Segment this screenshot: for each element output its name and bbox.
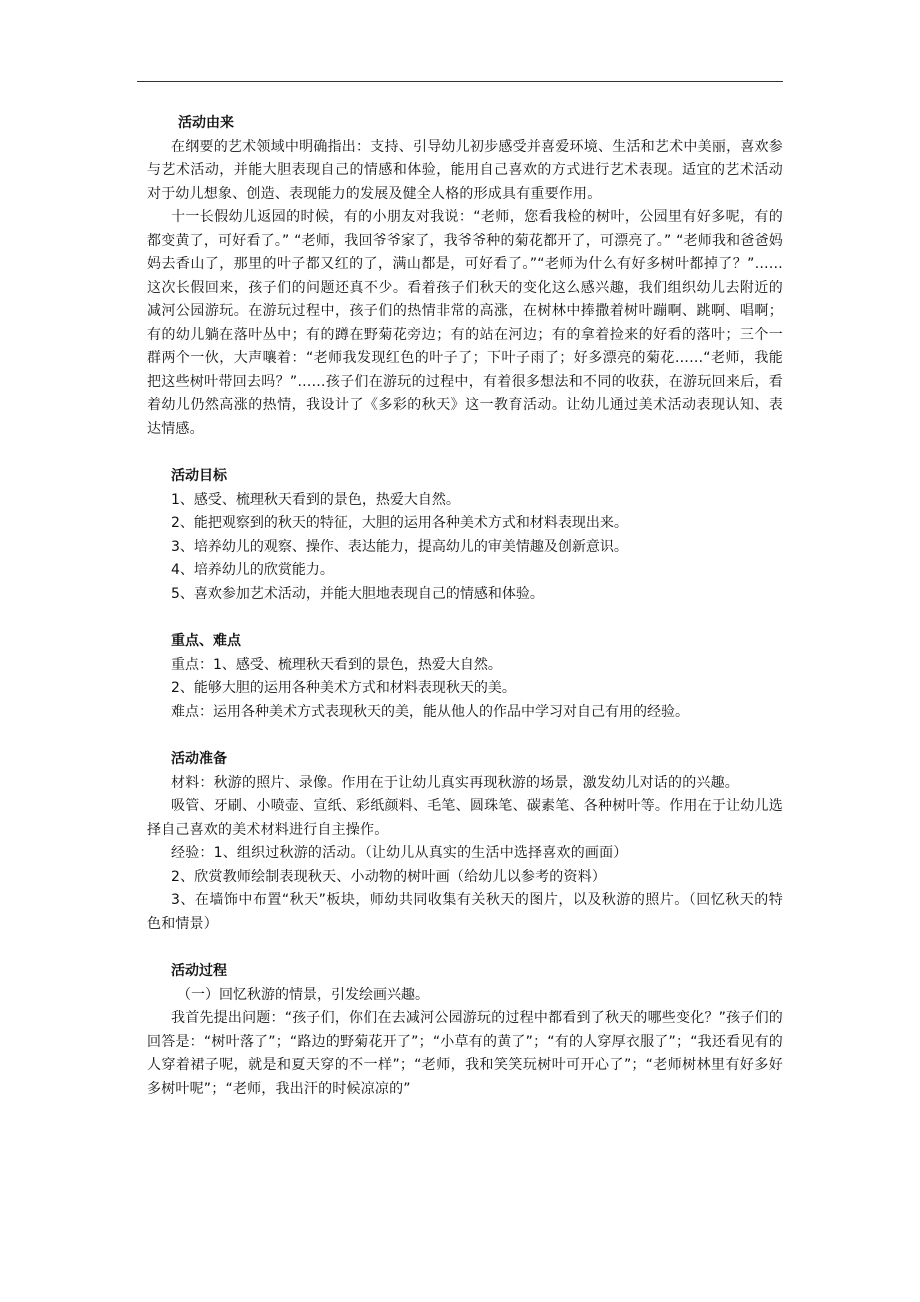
section-heading: 活动由来	[178, 115, 234, 131]
list-item: 难点：运用各种美术方式表现秋天的美，能从他人的作品中学习对自己有用的经验。	[171, 703, 689, 720]
list-item: 2、能把观察到的秋天的特征，大胆的运用各种美术方式和材料表现出来。	[171, 515, 628, 531]
list-item: 3、培养幼儿的观察、操作、表达能力，提高幼儿的审美情趣及创新意识。	[171, 538, 628, 555]
header-rule	[137, 81, 783, 82]
list-item: 重点：1、感受、梳理秋天看到的景色，热爱大自然。	[171, 656, 502, 673]
paragraph: 2、欣赏教师绘制表现秋天、小动物的树叶画（给幼儿以参考的资料）	[171, 868, 607, 885]
section-heading: 重点、难点	[171, 633, 241, 649]
section-key-points	[147, 630, 783, 724]
paragraph: 经验：1、组织过秋游的活动。（让幼儿从真实的生活中选择喜欢的画面）	[171, 845, 628, 861]
section-heading: 活动准备	[171, 751, 227, 767]
section-origin	[147, 112, 783, 441]
section-goals	[147, 465, 783, 606]
document-body	[147, 112, 783, 1101]
section-preparation	[147, 748, 783, 936]
paragraph: 在纲要的艺术领域中明确指出：支持、引导幼儿初步感受并喜爱环境、生活和艺术中美丽，喜欢参与艺术活动，并能大胆表现自己的情感和体验，能用自己喜欢的方式进行艺术表现。适宜的艺术活动对于幼儿想象、创造、表现能力的发展及健全人格的形成具有重要作用。	[147, 138, 783, 202]
list-item: 1、感受、梳理秋天看到的景色，热爱大自然。	[171, 491, 460, 508]
list-item: 4、培养幼儿的欣赏能力。	[171, 562, 334, 578]
list-item: 5、喜欢参加艺术活动，并能大胆地表现自己的情感和体验。	[171, 585, 544, 602]
section-heading: 活动目标	[171, 468, 227, 484]
section-process	[147, 960, 783, 1101]
paragraph: 十一长假幼儿返园的时候，有的小朋友对我说：“老师，您看我检的树叶，公园里有好多呢，有的都变黄了，可好看了。” “老师，我回爷爷家了，我爷爷种的菊花都开了，可漂亮了。” “老师我和爸爸妈妈去香山了，那里的叶子都又红的了，满山都是，可好看了。”“老师为什么有好多树叶都掉了？”……这次长假回来，孩子们的问题还真不少。看着孩子们秋天的变化这么感兴趣，我们组织幼儿去附近的减河公园游玩。在游玩过程中，孩子们的热情非常的高涨，在树林中捧撒着树叶蹦啊、跳啊、唱啊；有的幼儿躺在落叶丛中；有的蹲在野菊花旁边；有的站在河边；有的拿着捡来的好看的落叶；三个一群两个一伙，大声嚷着：“老师我发现红色的叶子了；下叶子雨了；好多漂亮的菊花……“老师，我能把这些树叶带回去吗？”……孩子们在游玩的过程中，有着很多想法和不同的收获，在游玩回来后，看着幼儿仍然高涨的热情，我设计了《多彩的秋天》这一教育活动。让幼儿通过美术活动表现认知、表达情感。	[147, 209, 783, 437]
section-heading: 活动过程	[171, 963, 227, 979]
paragraph: 吸管、牙刷、小喷壶、宣纸、彩纸颜料、毛笔、圆珠笔、碳素笔、各种树叶等。作用在于让幼儿选择自己喜欢的美术材料进行自主操作。	[147, 798, 783, 838]
sub-heading: （一）回忆秋游的情景，引发绘画兴趣。	[177, 986, 429, 1003]
list-item: 2、能够大胆的运用各种美术方式和材料表现秋天的美。	[171, 680, 516, 696]
paragraph: 材料：秋游的照片、录像。作用在于让幼儿真实再现秋游的场景，激发幼儿对话的的兴趣。	[171, 774, 739, 791]
paragraph: 我首先提出问题：“孩子们，你们在去减河公园游玩的过程中都看到了秋天的哪些变化？”孩子们的回答是：“树叶落了”；“路边的野菊花开了”；“小草有的黄了”；“有的人穿厚衣服了”；“我还看见有的人穿着裙子呢，就是和夏天穿的不一样”；“老师，我和笑笑玩树叶可开心了”；“老师树林里有好多好多树叶呢”；“老师，我出汗的时候凉凉的”	[147, 1010, 783, 1097]
paragraph: 3、在墙饰中布置“秋天”板块，师幼共同收集有关秋天的图片，以及秋游的照片。（回忆秋天的特色和情景）	[147, 892, 783, 932]
